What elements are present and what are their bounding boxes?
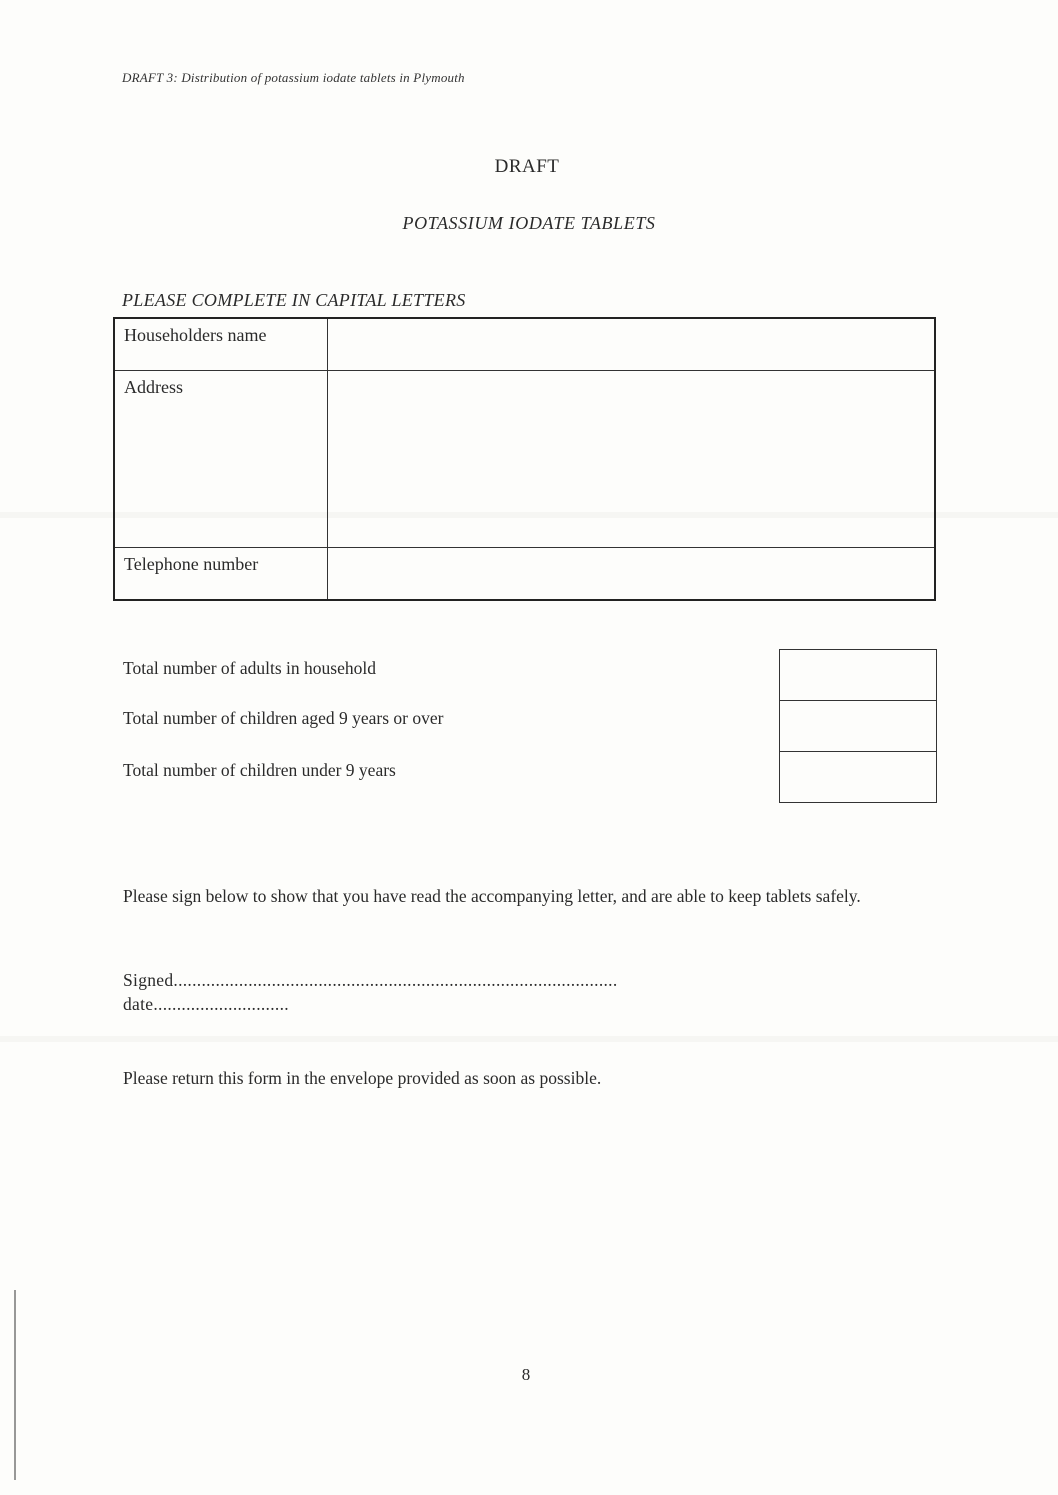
scan-artifact (0, 1036, 1058, 1042)
telephone-number-field[interactable] (328, 548, 936, 601)
householders-name-label: Householders name (114, 318, 328, 371)
children-9-and-over-count-field[interactable] (780, 701, 936, 752)
page-number: 8 (521, 1365, 531, 1384)
children-9-and-over-count-label: Total number of children aged 9 years or over (123, 708, 444, 728)
return-instruction: Please return this form in the envelope provided as soon as possible. (123, 1068, 602, 1088)
scan-artifact (14, 1290, 16, 1480)
address-label: Address (114, 371, 328, 548)
householders-name-field[interactable] (328, 318, 936, 371)
telephone-number-label: Telephone number (114, 548, 328, 601)
householder-details-table (113, 317, 936, 601)
children-under-9-count-field[interactable] (780, 752, 936, 802)
table-row (114, 548, 935, 601)
adults-count-field[interactable] (780, 650, 936, 701)
children-under-9-count-label: Total number of children under 9 years (123, 760, 396, 780)
signature-line[interactable]: Signed............................................................................................... (123, 970, 618, 990)
date-line[interactable]: date............................. (123, 994, 289, 1014)
instruction-text: PLEASE COMPLETE IN CAPITAL LETTERS (122, 290, 466, 310)
table-row (114, 371, 935, 548)
table-row (114, 318, 935, 371)
draft-label: DRAFT (494, 156, 560, 177)
signature-instruction: Please sign below to show that you have read the accompanying letter, and are able to keep tablets safely. (123, 886, 861, 906)
address-field[interactable] (328, 371, 936, 548)
adults-count-label: Total number of adults in household (123, 658, 376, 678)
document-title: POTASSIUM IODATE TABLETS (402, 213, 656, 233)
household-count-boxes (779, 649, 937, 803)
running-header: DRAFT 3: Distribution of potassium iodate tablets in Plymouth (122, 70, 465, 85)
